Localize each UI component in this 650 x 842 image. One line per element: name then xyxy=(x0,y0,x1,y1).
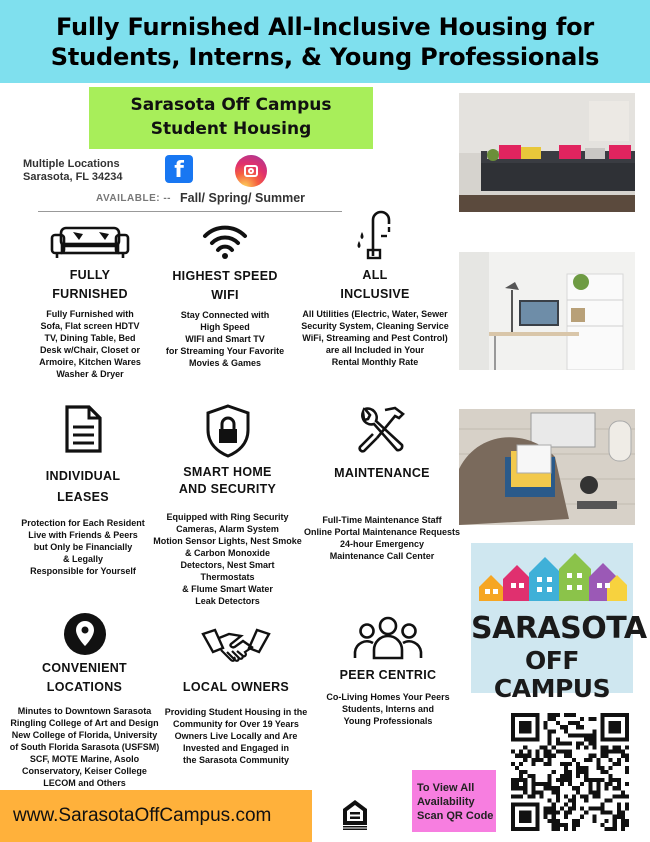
feature-heading: LEASES xyxy=(57,490,109,504)
photo-study-desk-image xyxy=(459,252,635,370)
feature-furnished xyxy=(14,222,166,380)
equal-housing-icon xyxy=(342,799,368,831)
feature-heading: LOCAL OWNERS xyxy=(182,680,290,694)
qr-label-line-1: To View All xyxy=(417,782,475,794)
feature-heading: WIFI xyxy=(211,288,239,302)
feature-description: Minutes to Downtown Sarasota Ringling College of Art and Design New College of Florida, University of South Florida Sarasota (USFSM) SCF, MOTE Marine, Asolo Conservatory, Keiser College LECOM and Others xyxy=(9,706,160,788)
feature-heading: SMART HOME xyxy=(183,465,272,479)
location-line-2: Sarasota, FL 34234 xyxy=(23,171,123,183)
feature-heading: ALL xyxy=(362,268,388,282)
website-link[interactable]: www.SarasotaOffCampus.com xyxy=(13,805,272,826)
lock-icon xyxy=(205,404,251,458)
feature-description: Fully Furnished with Sofa, Flat screen HDTV TV, Dining Table, Bed Desk w/Chair, Closet or Armoire, Kitchen Wares Washer & Dryer xyxy=(39,309,141,379)
headline xyxy=(0,0,650,72)
photo-backpack-image xyxy=(459,409,635,525)
houses-logo-icon xyxy=(471,543,633,613)
qr-label xyxy=(412,770,496,832)
feature-all-inclusive xyxy=(286,210,464,368)
photo-backpack xyxy=(459,409,635,525)
brand-name-box xyxy=(89,87,373,149)
qr-label-line-3: Scan QR Code xyxy=(417,810,494,822)
feature-description: Stay Connected with High Speed WIFI and Smart TV for Streaming Your Favorite Movies & Games xyxy=(165,310,285,368)
feature-local-owners xyxy=(150,624,322,766)
logo-line-2: OFF CAMPUS xyxy=(493,646,611,703)
photo-study-desk xyxy=(459,252,635,370)
feature-maintenance xyxy=(288,406,476,562)
instagram-icon[interactable] xyxy=(235,155,267,187)
headline-line-1: Fully Furnished All-Inclusive Housing for xyxy=(55,13,595,41)
photo-living-room-image xyxy=(459,93,635,212)
brand-name-line-1: Sarasota Off Campus xyxy=(130,95,332,115)
brand-name-line-2: Student Housing xyxy=(150,119,312,139)
availability-label: AVAILABLE: -- xyxy=(96,193,172,204)
feature-heading: FURNISHED xyxy=(52,287,128,301)
feature-wifi xyxy=(150,222,300,369)
feature-heading: FULLY xyxy=(69,268,111,282)
headline-line-2: Students, Interns, & Young Professionals xyxy=(50,43,600,71)
facebook-icon[interactable]: f xyxy=(165,155,193,183)
top-banner xyxy=(0,0,650,83)
feature-description: Full-Time Maintenance Staff Online Portal Maintenance Requests 24-hour Emergency Maintenance Call Center xyxy=(303,515,461,561)
website-bar[interactable] xyxy=(0,790,312,842)
location-text xyxy=(23,158,122,184)
feature-description: Protection for Each Resident Live with Friends & Peers but Only be Financially & Legally Responsible for Yourself xyxy=(21,518,145,576)
sarasota-off-campus-logo xyxy=(471,543,647,703)
photo-living-room xyxy=(459,93,635,212)
feature-description: All Utilities (Electric, Water, Sewer Security System, Cleaning Service WiFi, Streaming and Pest Control) are all Included in Your Rental Monthly Rate xyxy=(301,309,449,367)
location-line-1: Multiple Locations xyxy=(23,158,120,170)
feature-heading: INCLUSIVE xyxy=(340,287,410,301)
feature-heading: MAINTENANCE xyxy=(334,466,430,480)
feature-heading: PEER CENTRIC xyxy=(339,668,437,682)
availability-value: Fall/ Spring/ Summer xyxy=(180,191,306,205)
feature-heading: INDIVIDUAL xyxy=(45,469,121,483)
logo-line-1: SARASOTA xyxy=(471,611,647,646)
feature-heading: HIGHEST SPEED xyxy=(172,269,278,283)
handshake-icon xyxy=(201,624,271,668)
feature-individual-leases xyxy=(8,404,158,577)
document-icon xyxy=(61,404,105,454)
feature-convenient-locations xyxy=(2,612,167,789)
feature-description: Co-Living Homes Your Peers Students, Interns and Young Professionals xyxy=(326,692,450,726)
qr-code-icon[interactable] xyxy=(511,713,629,831)
feature-heading: LOCATIONS xyxy=(46,680,123,694)
location-pin-icon xyxy=(63,612,107,656)
feature-peer-centric xyxy=(312,614,464,727)
feature-heading: CONVENIENT xyxy=(42,661,127,675)
people-icon xyxy=(352,614,424,660)
feature-heading: AND SECURITY xyxy=(178,482,277,496)
feature-description: Providing Student Housing in the Community for Over 19 Years Owners Live Locally and Are Invested and Engaged in the Sarasota Community xyxy=(164,707,308,765)
wifi-icon xyxy=(202,222,248,260)
faucet-icon xyxy=(355,210,395,260)
feature-smart-home xyxy=(150,404,305,607)
sofa-icon xyxy=(49,222,131,260)
feature-description: Equipped with Ring Security Cameras, Alarm System Motion Sensor Lights, Nest Smoke & Carbon Monoxide Detectors, Nest Smart Thermostats & Flume Smart Water Leak Detectors xyxy=(153,512,302,606)
tools-icon xyxy=(355,406,409,456)
qr-label-line-2: Availability xyxy=(417,796,475,808)
